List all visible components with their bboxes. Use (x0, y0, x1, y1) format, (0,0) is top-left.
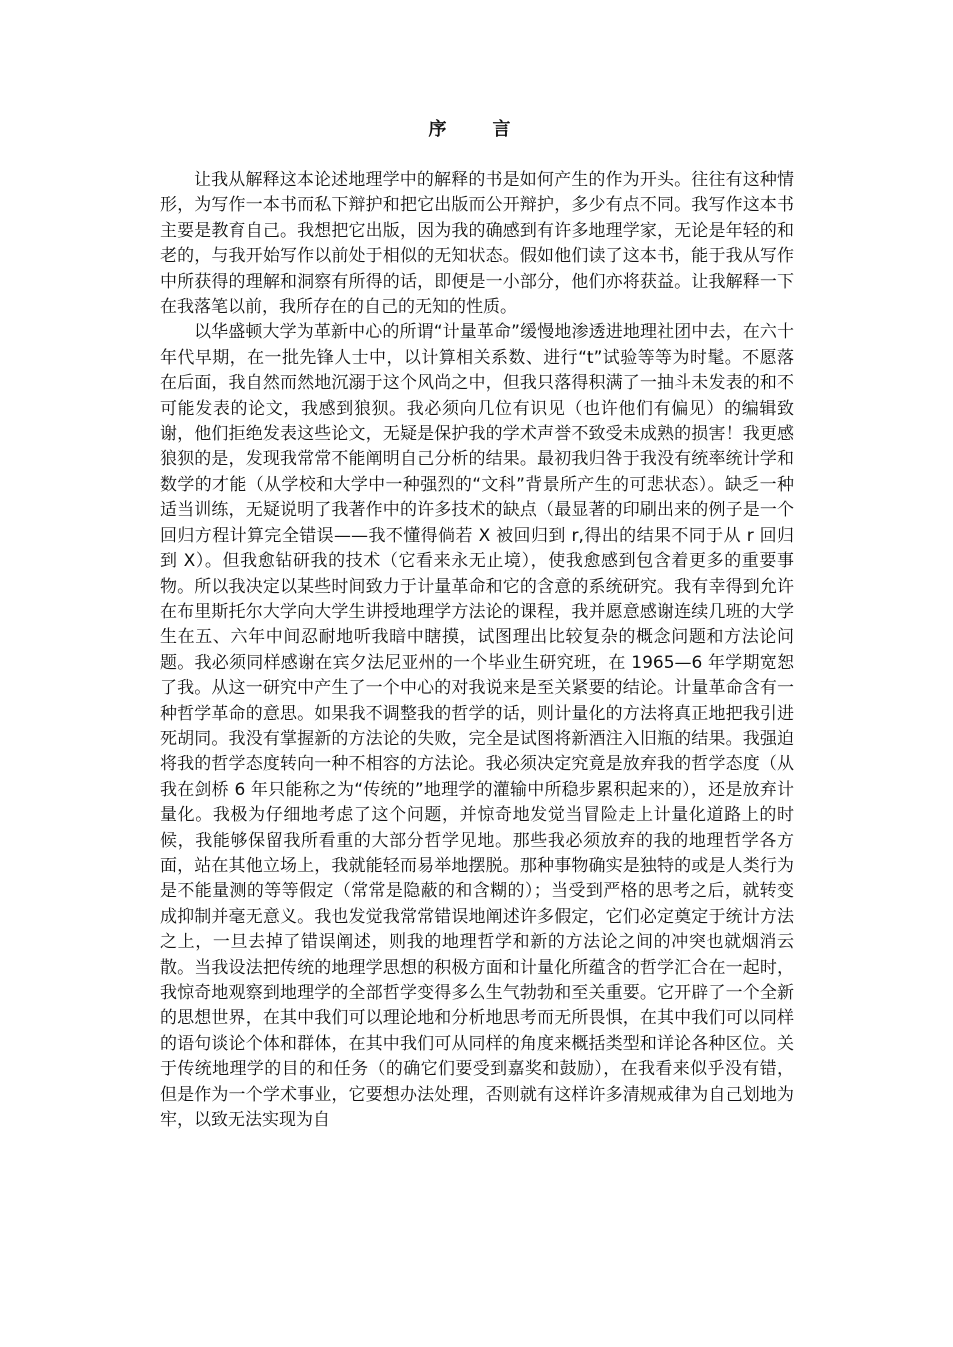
paragraph-2: 以华盛顿大学为革新中心的所谓“计量革命”缓慢地渗透进地理社团中去，在六十年代早期，在一批先锋人士中，以计算相关系数、进行“t”试验等等为时髦。不愿落在后面，我自然而然地沉溺于这个风尚之中，但我只落得积满了一抽斗未发表的和不可能发表的论文，我感到狼狈。我必须向几位有识见（也许他们有偏见）的编辑致谢，他们拒绝发表这些论文，无疑是保护我的学术声誉不致受未成熟的损害！我更感狼狈的是，发现我常常不能阐明自己分析的结果。最初我归咎于我没有统率统计学和数学的才能（从学校和大学中一种强烈的“文科”背景所产生的可悲状态）。缺乏一种适当训练，无疑说明了我著作中的许多技术的缺点（最显著的印刷出来的例子是一个回归方程计算完全错误——我不懂得倘若 X 被回归到 r,得出的结果不同于从 r 回归到 X）。但我愈钻研我的技术（它看来永无止境），使我愈感到包含着更多的重要事物。所以我决定以某些时间致力于计量革命和它的含意的系统研究。我有幸得到允许在布里斯托尔大学向大学生讲授地理学方法论的课程，我并愿意感谢连续几班的大学生在五、六年中间忍耐地听我暗中瞎摸，试图理出比较复杂的概念问题和方法论问题。我必须同样感谢在宾夕法尼亚州的一个毕业生研究班，在 1965—6 年学期宽恕了我。从这一研究中产生了一个中心的对我说来是至关紧要的结论。计量革命含有一种哲学革命的意思。如果我不调整我的哲学的话，则计量化的方法将真正地把我引进死胡同。我没有掌握新的方法论的失败，完全是试图将新酒注入旧瓶的结果。我强迫将我的哲学态度转向一种不相容的方法论。我必须决定究竟是放弃我的哲学态度（从我在剑桥 6 年只能称之为“传统的”地理学的灌输中所稳步累积起来的），还是放弃计量化。我极为仔细地考虑了这个问题，并惊奇地发觉当冒险走上计量化道路上的时候，我能够保留我所看重的大部分哲学见地。那些我必须放弃的我的地理哲学各方面，站在其他立场上，我就能轻而易举地摆脱。那种事物确实是独特的或是人类行为是不能量测的等等假定（常常是隐蔽的和含糊的）；当受到严格的思考之后，就转变成抑制并毫无意义。我也发觉我常常错误地阐述许多假定，它们必定奠定于统计方法之上，一旦去掉了错误阐述，则我的地理哲学和新的方法论之间的冲突也就烟消云散。当我设法把传统的地理学思想的积极方面和计量化所蕴含的哲学汇合在一起时，我惊奇地观察到地理学的全部哲学变得多么生气勃勃和至关重要。它开辟了一个全新 的思想世界，在其中我们可以理论地和分析地思考而无所畏惧，在其中我们可以同样的语句谈论个体和群体，在其中我们可从同样的角度来概括类型和详论各种区位。关于传统地理学的目的和任务（的确它们要受到嘉奖和鼓励），在我看来似乎没有错，但是作为一个学术事业，它要想办法处理，否则就有这样许多清规戒律为自己划地为牢，以致无法实现为自 (160, 322, 794, 1131)
page-title: 序 言 (428, 119, 525, 140)
body-text (160, 168, 794, 1133)
paragraph-1: 让我从解释这本论述地理学中的解释的书是如何产生的作为开头。往往有这种情形，为写作一本书而私下辩护和把它出版而公开辩护，多少有点不同。我写作这本书主要是教育自己。我想把它出版，因为我的确感到有许多地理学家，无论是年轻的和老的，与我开始写作以前处于相似的无知状态。假如他们读了这本书，能于我从写作中所获得的理解和洞察有所得的话，即便是一小部分，他们亦将获益。让我解释一下在我落笔以前，我所存在的自己的无知的性质。 (160, 170, 794, 318)
